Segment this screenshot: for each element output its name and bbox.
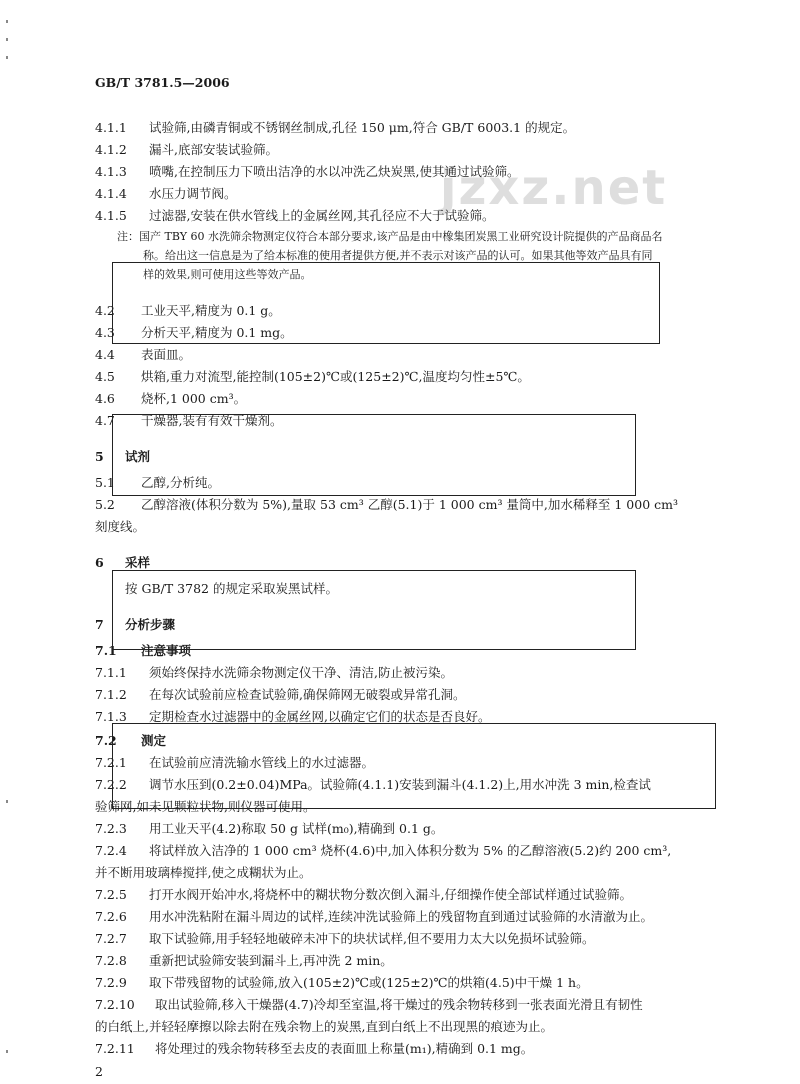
- subsection-title: 测定: [141, 733, 167, 748]
- clause-text: 重新把试验筛安装到漏斗上,再冲洗 2 min。: [149, 953, 393, 968]
- clause-text: 用水冲洗粘附在漏斗周边的试样,连续冲洗试验筛上的残留物直到通过试验筛的水清澈为止。: [149, 909, 653, 924]
- clause: [95, 975, 589, 990]
- clause-number: 4.3: [95, 325, 115, 340]
- clause-text: 在试验前应清洗输水管线上的水过滤器。: [149, 755, 375, 770]
- clause-number: 7.2.7: [95, 931, 127, 946]
- clause-number: 4.1.4: [95, 186, 127, 201]
- clause-number: 7.2.4: [95, 843, 127, 858]
- clause-continuation: 刻度线。: [95, 519, 146, 534]
- clause: [95, 369, 530, 384]
- clause-text: 烘箱,重力对流型,能控制(105±2)℃或(125±2)℃,温度均匀性±5℃。: [141, 369, 530, 384]
- clause-number: 7.2.10: [95, 997, 135, 1012]
- clause-text: 分析天平,精度为 0.1 mg。: [141, 325, 293, 340]
- clause-text: 乙醇溶液(体积分数为 5%),量取 53 cm³ 乙醇(5.1)于 1 000 cm³ 量筒中,加水稀释至 1 000 cm³: [141, 497, 678, 512]
- section-title: 试剂: [125, 449, 151, 464]
- note-text: 样的效果,则可使用这些等效产品。: [143, 268, 312, 281]
- subsection-title: 注意事项: [141, 643, 192, 658]
- clause-text: 将试样放入洁净的 1 000 cm³ 烧杯(4.6)中,加入体积分数为 5% 的乙醇溶液(5.2)约 200 cm³,: [149, 843, 672, 858]
- clause-text: 须始终保持水洗筛余物测定仪干净、清洁,防止被污染。: [149, 665, 453, 680]
- margin-mark: [6, 56, 8, 59]
- clause-number: 4.2: [95, 303, 115, 318]
- clause-text: 取下试验筛,用手轻轻地破碎未冲下的块状试样,但不要用力太大以免损坏试验筛。: [149, 931, 595, 946]
- clause-number: 7.2.5: [95, 887, 127, 902]
- clause: [95, 347, 191, 362]
- clause-text: 乙醇,分析纯。: [141, 475, 220, 490]
- highlight-box: [112, 570, 636, 650]
- margin-mark: [6, 38, 8, 41]
- subsection-number: 7.1: [95, 643, 117, 658]
- clause-number: 7.2.2: [95, 777, 127, 792]
- clause-number: 7.2.1: [95, 755, 127, 770]
- highlight-box: [112, 723, 716, 809]
- clause: [95, 142, 278, 157]
- clause: [95, 953, 393, 968]
- margin-mark: [6, 20, 8, 23]
- section-title: 分析步骤: [125, 617, 176, 632]
- clause-text: 在每次试验前应检查试验筛,确保筛网无破裂或异常孔洞。: [149, 687, 466, 702]
- section-number: 6: [95, 555, 104, 570]
- clause: [95, 665, 453, 680]
- section-number: 5: [95, 449, 104, 464]
- clause: [95, 821, 443, 836]
- clause-number: 7.1.1: [95, 665, 127, 680]
- note-text: 注：国产 TBY 60 水洗筛余物测定仪符合本部分要求,该产品是由中橡集团炭黑工业研究设计院提供的产品商品名: [117, 230, 663, 243]
- clause-text: 水压力调节阀。: [149, 186, 237, 201]
- clause: [95, 997, 643, 1012]
- clause: [95, 164, 519, 179]
- clause-number: 7.2.8: [95, 953, 127, 968]
- clause-text: 用工业天平(4.2)称取 50 g 试样(m₀),精确到 0.1 g。: [149, 821, 444, 836]
- highlight-box: [112, 262, 660, 344]
- clause: [95, 931, 594, 946]
- clause-number: 7.2.3: [95, 821, 127, 836]
- clause-number: 4.6: [95, 391, 115, 406]
- clause: [95, 887, 632, 902]
- clause: [95, 391, 246, 406]
- clause: [95, 1041, 533, 1056]
- clause-number: 4.1.5: [95, 208, 127, 223]
- clause-number: 4.1.2: [95, 142, 127, 157]
- section-heading: [95, 555, 150, 570]
- margin-mark: [6, 800, 8, 803]
- highlight-box: [112, 414, 636, 496]
- clause: [95, 709, 490, 724]
- clause: [95, 687, 465, 702]
- clause-continuation: 验筛网,如未见颗粒状物,则仪器可使用。: [95, 799, 316, 814]
- clause-text: 打开水阀开始冲水,将烧杯中的糊状物分数次倒入漏斗,仔细操作使全部试样通过试验筛。: [149, 887, 632, 902]
- clause-number: 5.2: [95, 497, 115, 512]
- clause-text: 表面皿。: [141, 347, 192, 362]
- clause-number: 4.1.3: [95, 164, 127, 179]
- page-header: GB/T 3781.5—2006: [95, 75, 230, 90]
- clause-text: 工业天平,精度为 0.1 g。: [141, 303, 281, 318]
- clause-number: 4.5: [95, 369, 115, 384]
- clause-number: 4.1.1: [95, 120, 127, 135]
- clause-text: 试验筛,由磷青铜或不锈钢丝制成,孔径 150 μm,符合 GB/T 6003.1 的规定。: [149, 120, 576, 135]
- clause-number: 7.2.9: [95, 975, 127, 990]
- clause-text: 烧杯,1 000 cm³。: [141, 391, 247, 406]
- margin-mark: [6, 1050, 8, 1053]
- note-text: 称。给出这一信息是为了给本标准的使用者提供方便,并不表示对该产品的认可。如果其他等效产品具有同: [143, 249, 653, 262]
- clause-text: 喷嘴,在控制压力下喷出洁净的水以冲洗乙炔炭黑,使其通过试验筛。: [149, 164, 520, 179]
- clause-number: 4.4: [95, 347, 115, 362]
- clause-number: 5.1: [95, 475, 115, 490]
- watermark: jzxz.net: [440, 160, 668, 216]
- clause-text: 取下带残留物的试验筛,放入(105±2)℃或(125±2)℃的烘箱(4.5)中干燥 1 h。: [149, 975, 589, 990]
- clause-number: 7.1.2: [95, 687, 127, 702]
- clause-text: 调节水压到(0.2±0.04)MPa。试验筛(4.1.1)安装到漏斗(4.1.2)上,用水冲洗 3 min,检查试: [149, 777, 651, 792]
- clause: [95, 120, 575, 135]
- clause: [95, 208, 494, 223]
- clause-text: 将处理过的残余物转移至去皮的表面皿上称量(m₁),精确到 0.1 mg。: [155, 1041, 534, 1056]
- clause-number: 7.1.3: [95, 709, 127, 724]
- section-title: 采样: [125, 555, 151, 570]
- clause-number: 4.7: [95, 413, 115, 428]
- subsection-number: 7.2: [95, 733, 117, 748]
- clause-text: 取出试验筛,移入干燥器(4.7)冷却至室温,将干燥过的残余物转移到一张表面光滑且有韧性: [155, 997, 643, 1012]
- clause-text: 过滤器,安装在供水管线上的金属丝网,其孔径应不大于试验筛。: [149, 208, 495, 223]
- clause: [95, 186, 237, 201]
- clause-text: 干燥器,装有有效干燥剂。: [141, 413, 283, 428]
- section-number: 7: [95, 617, 104, 632]
- clause-number: 7.2.6: [95, 909, 127, 924]
- paragraph: 按 GB/T 3782 的规定采取炭黑试样。: [125, 581, 338, 596]
- page-number: 2: [95, 1064, 103, 1079]
- clause-continuation: 并不断用玻璃棒搅拌,使之成糊状为止。: [95, 865, 312, 880]
- clause: [95, 843, 671, 858]
- clause: [95, 909, 653, 924]
- clause: [95, 497, 678, 512]
- clause-continuation: 的白纸上,并轻轻摩擦以除去附在残余物上的炭黑,直到白纸上不出现黑的痕迹为止。: [95, 1019, 553, 1034]
- clause-number: 7.2.11: [95, 1041, 135, 1056]
- clause-text: 定期检查水过滤器中的金属丝网,以确定它们的状态是否良好。: [149, 709, 491, 724]
- clause-text: 漏斗,底部安装试验筛。: [149, 142, 278, 157]
